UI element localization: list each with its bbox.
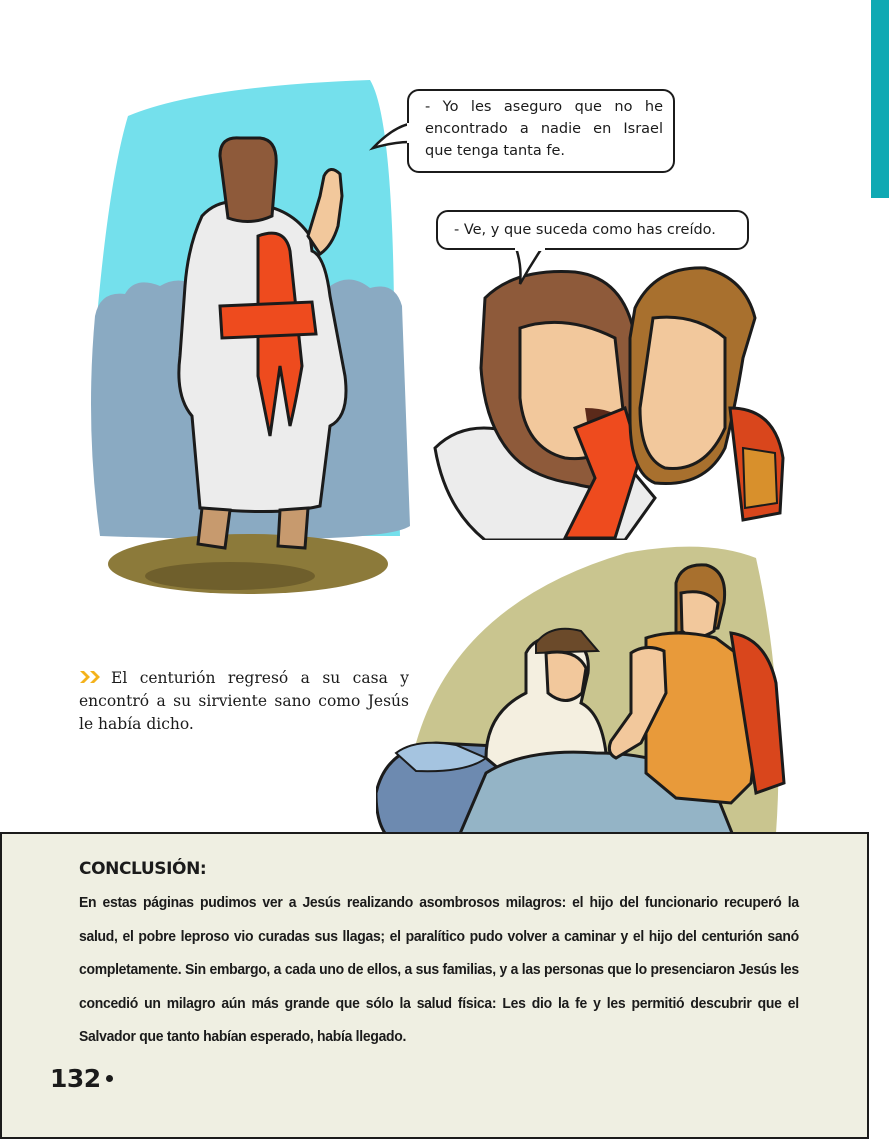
conclusion-title: CONCLUSIÓN: [79, 859, 207, 879]
page-number-text: 132 [50, 1064, 101, 1093]
speech-bubble-jesus-faith [407, 89, 675, 173]
speech-bubble-tail [512, 246, 546, 286]
speech-bubble-tail [372, 120, 412, 152]
speech-bubble-text: - Ve, y que suceda como has creído. [454, 222, 716, 238]
bullet-dot-icon [106, 1075, 113, 1082]
illustration-jesus-and-centurion [425, 258, 787, 540]
double-chevron-icon [79, 670, 103, 684]
conclusion-box [0, 832, 869, 1139]
illustration-jesus-blessing [80, 76, 415, 606]
section-tab [871, 0, 889, 198]
page-number [50, 1064, 113, 1093]
conclusion-body: En estas páginas pudimos ver a Jesús realizando asombrosos milagros: el hijo del funcionario recuperó la salud, el pobre leproso vio curadas sus llagas; el paralítico pudo volver a caminar y el hijo del centurión sanó completamente. Sin embargo, a cada uno de ellos, a sus familias, y a las personas que lo presenciaron Jesús les concedió un milagro aún más grande que sólo la salud física: Les dio la fe y les permitió descubrir que el Salvador que tanto habían esperado, había llegado. [79, 894, 799, 1045]
narration-body: El centurión regresó a su casa y encontró a su sirviente sano como Jesús le había dicho. [79, 669, 409, 733]
narration-text [79, 667, 409, 736]
illustration-servant-healed [376, 543, 788, 848]
speech-bubble-text: - Yo les aseguro que no he encontrado a nadie en Israel que tenga tanta fe. [425, 99, 663, 159]
speech-bubble-go-as-believed [436, 210, 749, 250]
